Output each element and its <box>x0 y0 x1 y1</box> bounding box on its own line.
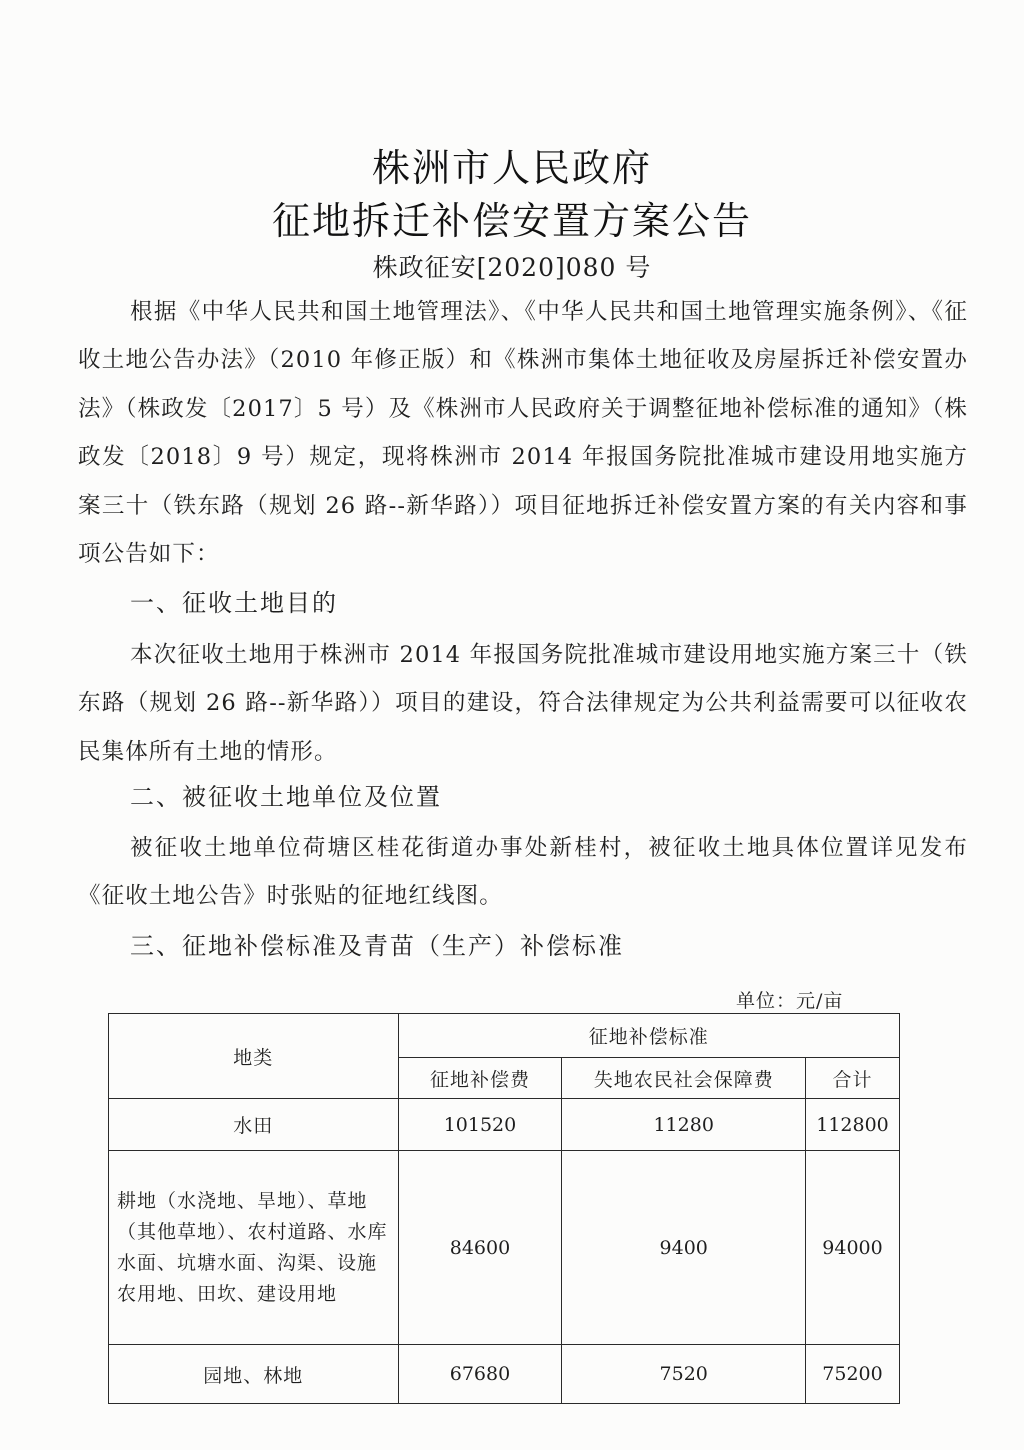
table-row <box>109 1345 900 1404</box>
cell-total: 94000 <box>806 1151 900 1345</box>
cell-land-type: 耕地（水浇地、旱地）、草地（其他草地）、农村道路、水库水面、坑塘水面、沟渠、设施农用地、田坎、建设用地 <box>109 1151 399 1345</box>
header-group-standard: 征地补偿标准 <box>398 1014 899 1058</box>
cell-compensation: 84600 <box>398 1151 562 1345</box>
title-line-1: 株洲市人民政府 <box>371 146 652 190</box>
document-number: 株政征安[2020]080 号 <box>372 253 652 282</box>
header-land-type: 地类 <box>109 1014 399 1099</box>
section2-body: 被征收土地单位荷塘区桂花街道办事处新桂村，被征收土地具体位置详见发布《征收土地公告》时张贴的征地红线图。 <box>78 835 968 910</box>
cell-total: 112800 <box>806 1099 900 1151</box>
cell-compensation: 67680 <box>398 1345 562 1404</box>
cell-land-type: 水田 <box>109 1099 399 1151</box>
unit-label: 单位：元/亩 <box>736 990 844 1012</box>
title-line-2: 征地拆迁补偿安置方案公告 <box>271 199 752 243</box>
cell-social-security: 7520 <box>562 1345 806 1404</box>
cell-total: 75200 <box>806 1345 900 1404</box>
compensation-table <box>108 1013 900 1404</box>
table-row <box>109 1151 900 1345</box>
header-social-security: 失地农民社会保障费 <box>562 1058 806 1099</box>
section2-heading: 二、被征收土地单位及位置 <box>130 783 442 811</box>
cell-social-security: 9400 <box>562 1151 806 1345</box>
cell-compensation: 101520 <box>398 1099 562 1151</box>
table-row <box>109 1099 900 1151</box>
cell-land-type: 园地、林地 <box>109 1345 399 1404</box>
intro-paragraph: 根据《中华人民共和国土地管理法》、《中华人民共和国土地管理实施条例》、《征收土地公告办法》（2010 年修正版）和《株洲市集体土地征收及房屋拆迁补偿安置办法》（株政发〔2017〕5 号）及《株洲市人民政府关于调整征地补偿标准的通知》（株政发〔2018〕9 号）规定，现将株洲市 2014 年报国务院批准城市建设用地实施方案三十（铁东路（规划 26 路--新华路））项目征地拆迁补偿安置方案的有关内容和事项公告如下： <box>78 299 968 568</box>
header-compensation: 征地补偿费 <box>398 1058 562 1099</box>
section3-heading: 三、征地补偿标准及青苗（生产）补偿标准 <box>130 932 624 960</box>
section1-heading: 一、征收土地目的 <box>130 589 338 617</box>
table-header-row <box>109 1014 900 1058</box>
header-total: 合计 <box>806 1058 900 1099</box>
cell-social-security: 11280 <box>562 1099 806 1151</box>
section1-body: 本次征收土地用于株洲市 2014 年报国务院批准城市建设用地实施方案三十（铁东路（规划 26 路--新华路））项目的建设，符合法律规定为公共利益需要可以征收农民集体所有土地的情形。 <box>78 642 968 765</box>
